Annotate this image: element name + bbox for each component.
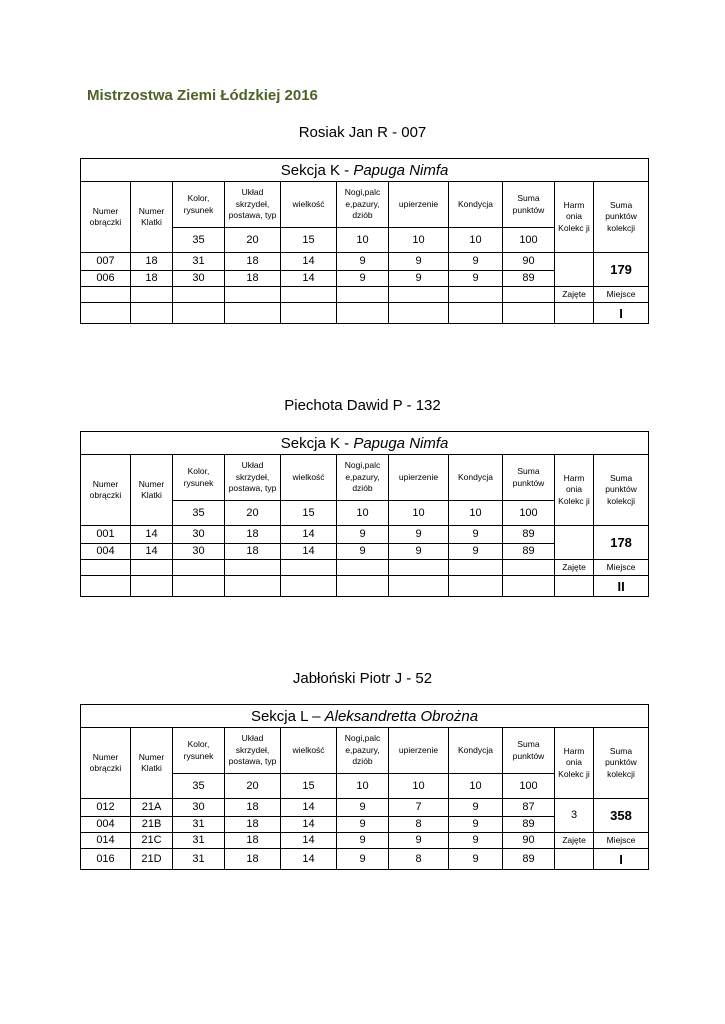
score-cell: 18 <box>225 544 281 560</box>
header-upierzenie: upierzenie <box>389 182 449 228</box>
max-points-cell: 10 <box>449 774 503 799</box>
header-numer-obraczki: Numer obrączki <box>81 455 131 526</box>
header-suma-kolekcji: Suma punktów kolekcji <box>594 182 649 253</box>
score-cell: 18 <box>225 271 281 287</box>
table-row <box>81 833 649 849</box>
table-row <box>81 849 649 870</box>
header-numer-klatki: Numer Klatki <box>131 455 173 526</box>
score-cell: 14 <box>281 271 337 287</box>
score-cell: 9 <box>389 544 449 560</box>
max-points-cell: 10 <box>389 228 449 253</box>
collection-total: 179 <box>594 253 649 287</box>
place-value: I <box>594 303 649 324</box>
header-kolor: Kolor, rysunek <box>173 455 225 501</box>
scoring-table <box>80 431 649 597</box>
score-cell: 31 <box>173 253 225 271</box>
max-points-cell: 100 <box>503 501 555 526</box>
score-cell: 18 <box>225 849 281 870</box>
score-cell: 31 <box>173 817 225 833</box>
score-cell: 8 <box>389 817 449 833</box>
place-value: I <box>594 849 649 870</box>
section-caption: Sekcja L – Aleksandretta Obrożna <box>81 705 649 728</box>
header-kondycja: Kondycja <box>449 728 503 774</box>
score-cell: 14 <box>281 253 337 271</box>
cage-number-cell: 21A <box>131 799 173 817</box>
header-kondycja: Kondycja <box>449 182 503 228</box>
score-cell: 9 <box>449 799 503 817</box>
header-suma: Suma punktów <box>503 728 555 774</box>
score-cell: 31 <box>173 849 225 870</box>
cage-number-cell: 18 <box>131 271 173 287</box>
score-cell: 8 <box>389 849 449 870</box>
scoring-table <box>80 704 649 870</box>
total-cell: 87 <box>503 799 555 817</box>
ring-number-cell: 012 <box>81 799 131 817</box>
score-cell: 9 <box>337 849 389 870</box>
ring-number-cell: 006 <box>81 271 131 287</box>
header-numer-klatki: Numer Klatki <box>131 182 173 253</box>
score-cell: 14 <box>281 849 337 870</box>
table-row <box>81 799 649 817</box>
score-cell: 9 <box>389 271 449 287</box>
header-numer-klatki: Numer Klatki <box>131 728 173 799</box>
score-cell: 7 <box>389 799 449 817</box>
header-kolor: Kolor, rysunek <box>173 728 225 774</box>
header-uklad: Układ skrzydeł, postawa, typ <box>225 455 281 501</box>
score-cell: 9 <box>337 817 389 833</box>
max-points-cell: 10 <box>389 501 449 526</box>
score-cell: 14 <box>281 817 337 833</box>
cage-number-cell: 18 <box>131 253 173 271</box>
header-upierzenie: upierzenie <box>389 455 449 501</box>
score-cell: 30 <box>173 544 225 560</box>
header-wielkosc: wielkość <box>281 455 337 501</box>
total-cell: 89 <box>503 849 555 870</box>
score-cell: 9 <box>449 526 503 544</box>
score-cell: 9 <box>337 544 389 560</box>
scoring-table <box>80 158 649 324</box>
place-value: II <box>594 576 649 597</box>
max-points-cell: 10 <box>337 774 389 799</box>
header-nogi: Nogi,palc e,pazury, dziób <box>337 182 389 228</box>
header-harmonia: Harm onia Kolekc ji <box>555 182 594 253</box>
score-cell: 14 <box>281 544 337 560</box>
owner-name: Rosiak Jan R - 007 <box>298 124 427 141</box>
header-uklad: Układ skrzydeł, postawa, typ <box>225 728 281 774</box>
score-cell: 9 <box>337 271 389 287</box>
cage-number-cell: 14 <box>131 526 173 544</box>
header-wielkosc: wielkość <box>281 182 337 228</box>
score-cell: 9 <box>337 526 389 544</box>
score-cell: 18 <box>225 817 281 833</box>
ring-number-cell: 004 <box>81 817 131 833</box>
table-row <box>81 303 649 324</box>
document-title: Mistrzostwa Ziemi Łódzkiej 2016 <box>87 87 318 104</box>
score-cell: 18 <box>225 833 281 849</box>
score-cell: 14 <box>281 526 337 544</box>
header-uklad: Układ skrzydeł, postawa, typ <box>225 182 281 228</box>
max-points-cell: 20 <box>225 228 281 253</box>
score-cell: 30 <box>173 799 225 817</box>
total-cell: 89 <box>503 817 555 833</box>
ring-number-cell: 007 <box>81 253 131 271</box>
score-cell: 18 <box>225 253 281 271</box>
table-row <box>81 576 649 597</box>
section-caption: Sekcja K - Papuga Nimfa <box>81 159 649 182</box>
score-cell: 30 <box>173 526 225 544</box>
score-cell: 9 <box>449 271 503 287</box>
cage-number-cell: 21D <box>131 849 173 870</box>
table-row <box>81 560 649 576</box>
score-cell: 9 <box>449 833 503 849</box>
score-cell: 9 <box>337 253 389 271</box>
total-cell: 89 <box>503 544 555 560</box>
score-cell: 9 <box>449 817 503 833</box>
score-cell: 30 <box>173 271 225 287</box>
max-points-cell: 35 <box>173 774 225 799</box>
owner-name: Piechota Dawid P - 132 <box>284 397 441 414</box>
total-cell: 89 <box>503 271 555 287</box>
harmonia-value <box>555 526 594 560</box>
cage-number-cell: 14 <box>131 544 173 560</box>
cage-number-cell: 21C <box>131 833 173 849</box>
score-cell: 9 <box>449 544 503 560</box>
max-points-cell: 10 <box>389 774 449 799</box>
ring-number-cell: 004 <box>81 544 131 560</box>
score-cell: 18 <box>225 526 281 544</box>
score-cell: 9 <box>449 849 503 870</box>
cage-number-cell: 21B <box>131 817 173 833</box>
max-points-cell: 10 <box>337 501 389 526</box>
collection-total: 358 <box>594 799 649 833</box>
label-zajete: Zajęte <box>555 560 594 576</box>
max-points-cell: 10 <box>449 228 503 253</box>
score-cell: 9 <box>389 526 449 544</box>
max-points-cell: 10 <box>449 501 503 526</box>
header-nogi: Nogi,palc e,pazury, dziób <box>337 728 389 774</box>
max-points-cell: 15 <box>281 228 337 253</box>
max-points-cell: 35 <box>173 501 225 526</box>
table-row <box>81 526 649 544</box>
max-points-cell: 10 <box>337 228 389 253</box>
harmonia-value <box>555 253 594 287</box>
max-points-cell: 15 <box>281 774 337 799</box>
harmonia-value: 3 <box>555 799 594 833</box>
header-suma-kolekcji: Suma punktów kolekcji <box>594 455 649 526</box>
label-zajete: Zajęte <box>555 287 594 303</box>
score-cell: 14 <box>281 799 337 817</box>
header-harmonia: Harm onia Kolekc ji <box>555 455 594 526</box>
section-caption: Sekcja K - Papuga Nimfa <box>81 432 649 455</box>
score-cell: 9 <box>389 833 449 849</box>
header-numer-obraczki: Numer obrączki <box>81 182 131 253</box>
total-cell: 89 <box>503 526 555 544</box>
label-miejsce: Miejsce <box>594 287 649 303</box>
ring-number-cell: 016 <box>81 849 131 870</box>
collection-total: 178 <box>594 526 649 560</box>
header-harmonia: Harm onia Kolekc ji <box>555 728 594 799</box>
score-cell: 18 <box>225 799 281 817</box>
header-kondycja: Kondycja <box>449 455 503 501</box>
label-miejsce: Miejsce <box>594 560 649 576</box>
score-cell: 9 <box>449 253 503 271</box>
header-suma: Suma punktów <box>503 455 555 501</box>
table-row <box>81 287 649 303</box>
ring-number-cell: 014 <box>81 833 131 849</box>
score-cell: 9 <box>337 833 389 849</box>
label-zajete: Zajęte <box>555 833 594 849</box>
max-points-cell: 15 <box>281 501 337 526</box>
score-cell: 31 <box>173 833 225 849</box>
owner-name: Jabłoński Piotr J - 52 <box>292 670 433 687</box>
header-upierzenie: upierzenie <box>389 728 449 774</box>
table-row <box>81 253 649 271</box>
max-points-cell: 20 <box>225 774 281 799</box>
header-kolor: Kolor, rysunek <box>173 182 225 228</box>
max-points-cell: 100 <box>503 228 555 253</box>
ring-number-cell: 001 <box>81 526 131 544</box>
header-suma-kolekcji: Suma punktów kolekcji <box>594 728 649 799</box>
header-suma: Suma punktów <box>503 182 555 228</box>
max-points-cell: 20 <box>225 501 281 526</box>
total-cell: 90 <box>503 833 555 849</box>
max-points-cell: 100 <box>503 774 555 799</box>
score-cell: 9 <box>389 253 449 271</box>
score-cell: 14 <box>281 833 337 849</box>
header-numer-obraczki: Numer obrączki <box>81 728 131 799</box>
score-cell: 9 <box>337 799 389 817</box>
max-points-cell: 35 <box>173 228 225 253</box>
header-wielkosc: wielkość <box>281 728 337 774</box>
total-cell: 90 <box>503 253 555 271</box>
header-nogi: Nogi,palc e,pazury, dziób <box>337 455 389 501</box>
label-miejsce: Miejsce <box>594 833 649 849</box>
